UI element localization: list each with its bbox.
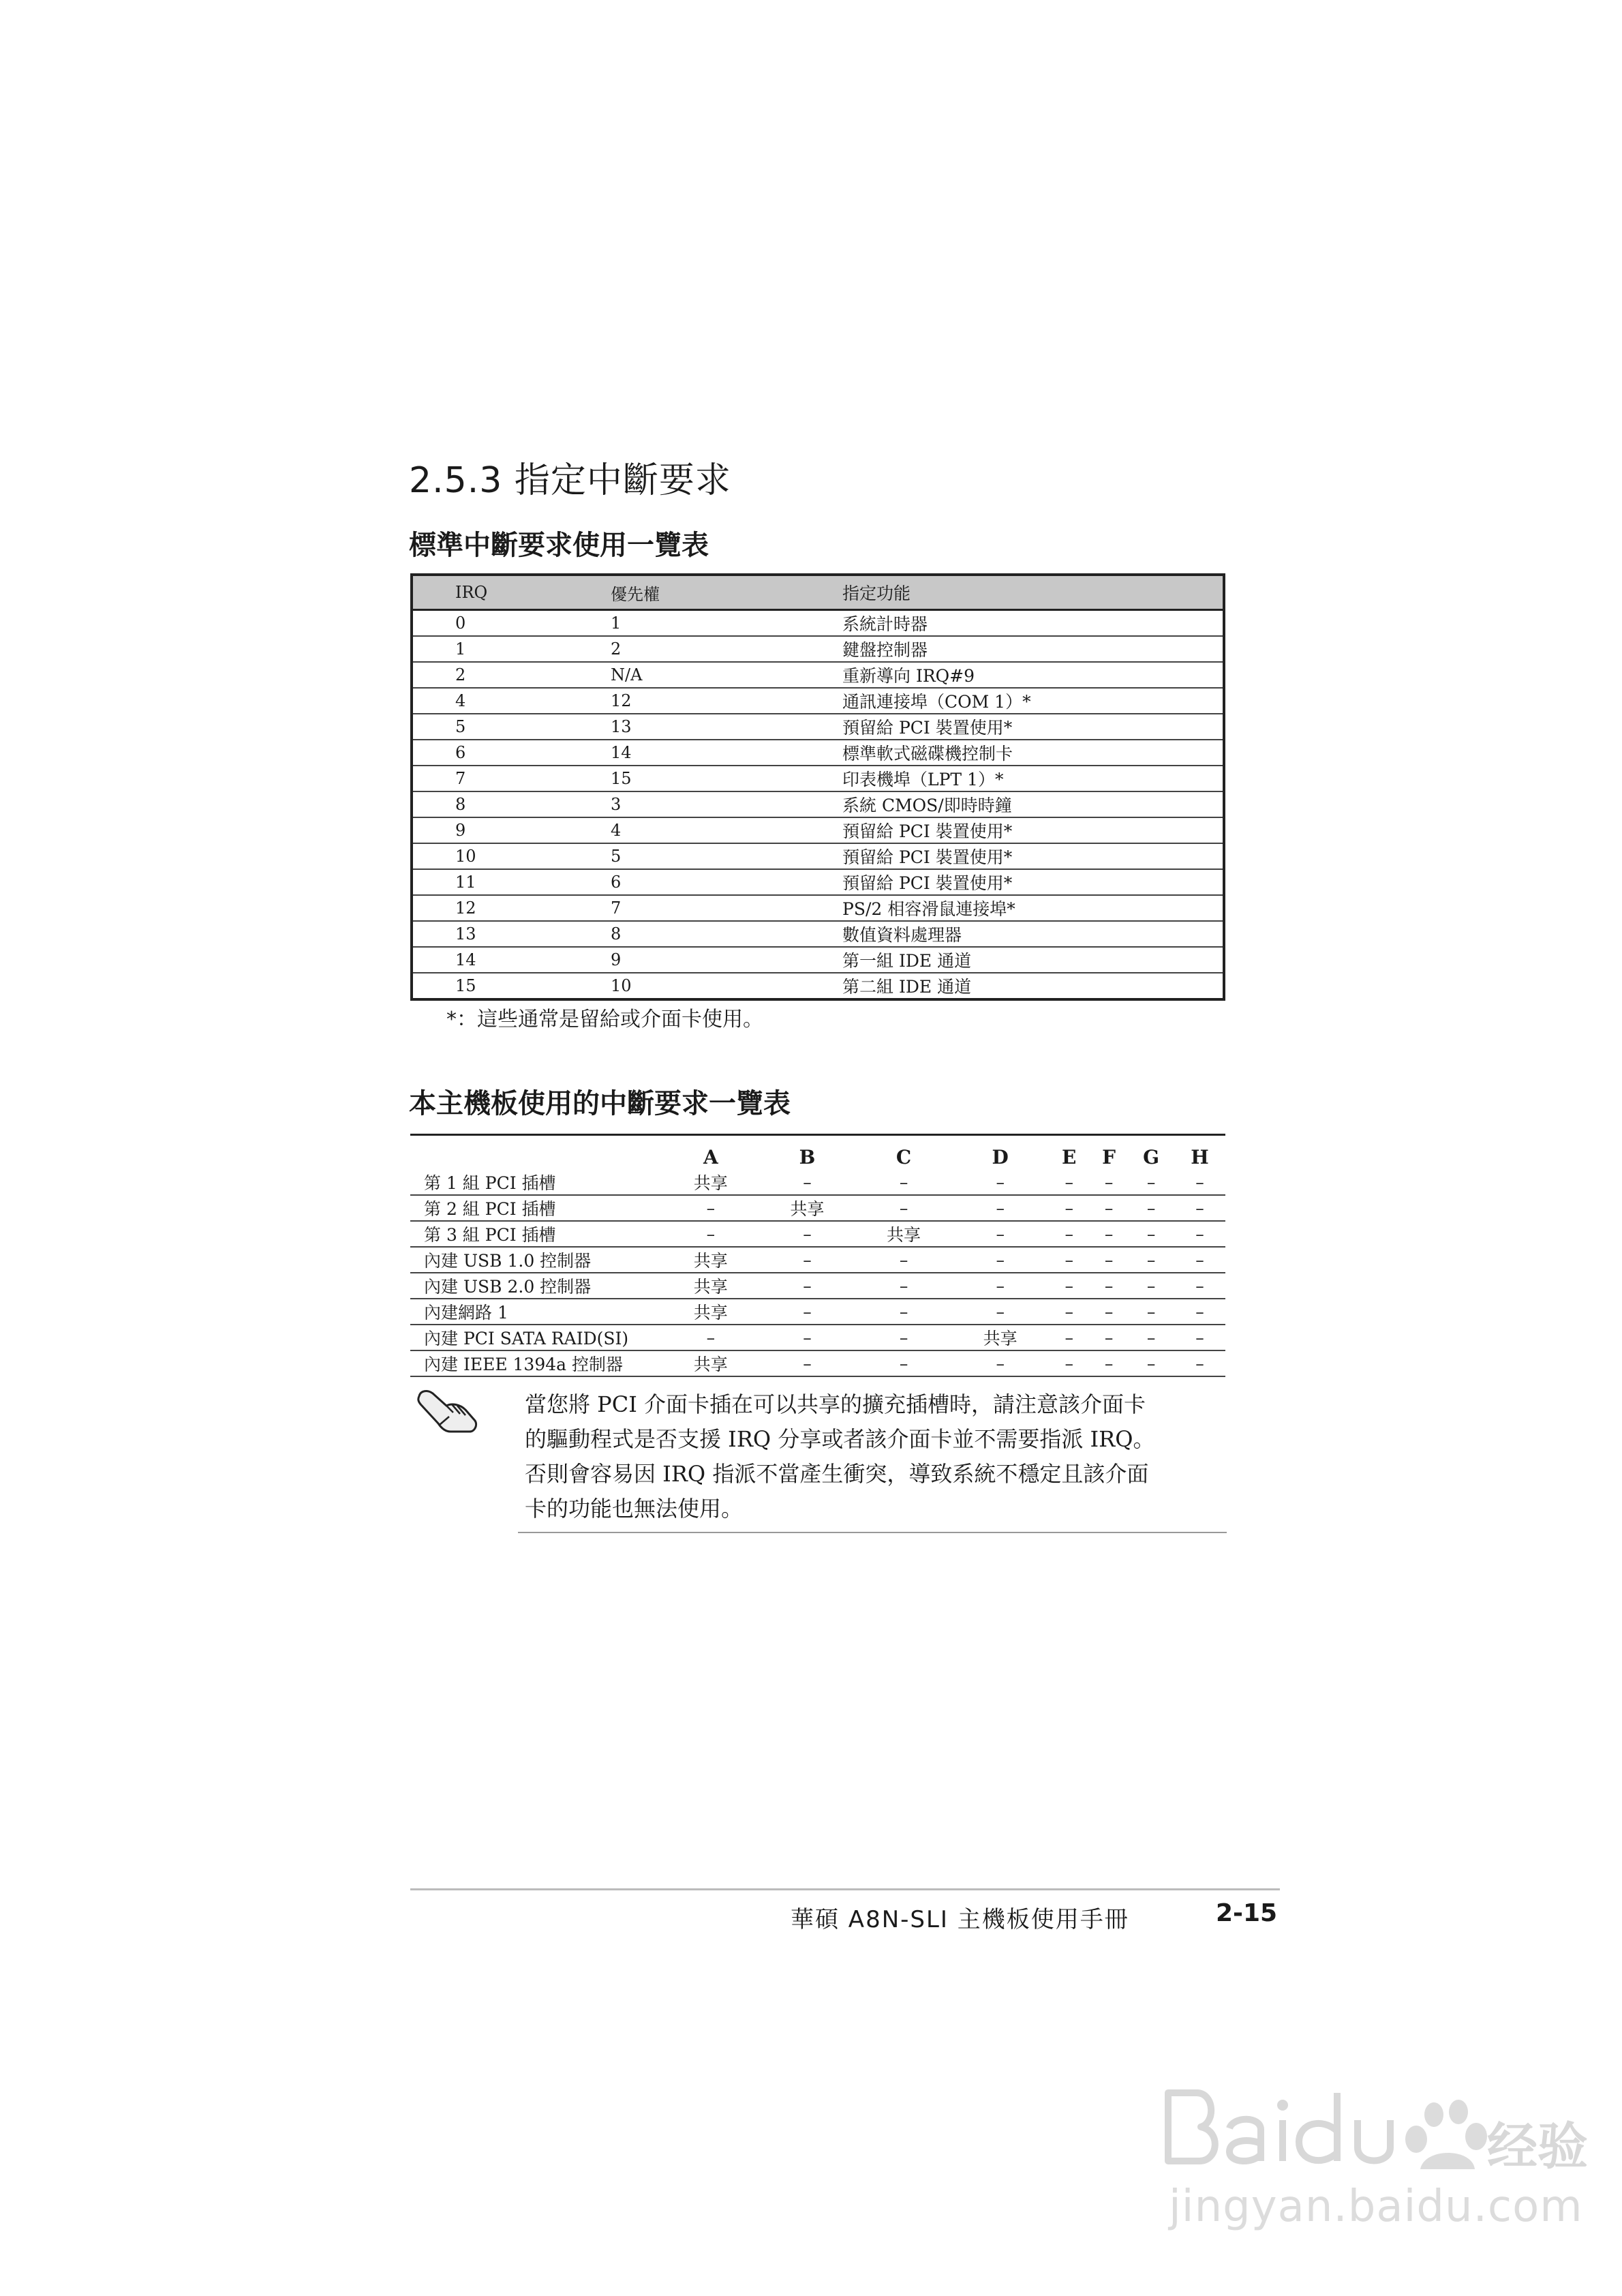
table-row	[412, 610, 1224, 637]
priority-cell: 10	[611, 976, 632, 995]
device-cell: 內建網路 1	[410, 1299, 662, 1325]
int-cell: –	[1128, 1247, 1174, 1273]
int-cell: –	[1128, 1273, 1174, 1299]
int-cell: –	[1090, 1350, 1128, 1376]
column-header-int: C	[896, 1146, 912, 1168]
function-cell: 數值資料處理器	[842, 921, 1224, 947]
int-cell: –	[1174, 1247, 1225, 1273]
column-header-int: E	[1062, 1146, 1077, 1168]
priority-cell: 13	[611, 714, 842, 740]
int-cell: –	[1174, 1221, 1225, 1247]
int-cell: 共享	[662, 1350, 759, 1376]
priority-cell: 4	[611, 817, 842, 843]
int-cell: –	[759, 1273, 856, 1299]
int-cell: –	[1090, 1247, 1128, 1273]
int-cell: –	[855, 1195, 952, 1221]
int-cell: –	[1174, 1195, 1225, 1221]
column-header-priority: 優先權	[611, 575, 842, 610]
standard-irq-heading: 標準中斷要求使用一覽表	[409, 530, 709, 561]
priority-cell: 7	[611, 895, 842, 921]
function-cell: 系統 CMOS/即時時鐘	[842, 791, 1224, 817]
int-cell: –	[952, 1195, 1049, 1221]
note-divider	[518, 1532, 1227, 1533]
int-cell: –	[855, 1170, 952, 1195]
int-cell: –	[1128, 1350, 1174, 1376]
device-cell: 內建 USB 2.0 控制器	[410, 1273, 662, 1299]
int-cell: –	[855, 1273, 952, 1299]
int-cell: –	[1049, 1195, 1090, 1221]
device-cell: 內建 IEEE 1394a 控制器	[410, 1350, 662, 1376]
column-header-device	[410, 1135, 662, 1170]
int-cell: –	[759, 1350, 856, 1376]
irq-cell: 2	[412, 662, 611, 688]
pointing-hand-icon	[412, 1383, 480, 1444]
priority-cell: 2	[611, 636, 842, 662]
table-header-row	[410, 1135, 1225, 1170]
int-cell: –	[1090, 1299, 1128, 1325]
column-header-irq: IRQ	[412, 575, 611, 610]
irq-cell: 8	[412, 791, 611, 817]
int-cell: –	[1174, 1325, 1225, 1350]
column-header-int: D	[992, 1146, 1009, 1168]
int-cell: –	[1128, 1299, 1174, 1325]
table-row	[412, 973, 1224, 999]
int-cell: –	[1090, 1325, 1128, 1350]
watermark-url: jingyan.baidu.com	[1169, 2181, 1583, 2232]
table-row	[412, 869, 1224, 895]
board-irq-table	[410, 1134, 1225, 1377]
note-line: 的驅動程式是否支援 IRQ 分享或者該介面卡並不需要指派 IRQ。	[525, 1426, 1155, 1452]
table-row	[412, 791, 1224, 817]
int-cell: –	[1049, 1247, 1090, 1273]
int-cell: –	[855, 1325, 952, 1350]
note-line: 卡的功能也無法使用。	[525, 1496, 744, 1522]
table-row	[410, 1325, 1225, 1350]
int-cell: –	[952, 1273, 1049, 1299]
column-header-int: G	[1143, 1146, 1160, 1168]
function-cell: 重新導向 IRQ#9	[842, 662, 1224, 688]
table-row	[412, 662, 1224, 688]
table-row	[412, 740, 1224, 766]
table-row	[412, 688, 1224, 714]
priority-cell: 15	[611, 766, 842, 791]
table-row	[412, 843, 1224, 869]
int-cell: –	[952, 1350, 1049, 1376]
int-cell: –	[662, 1195, 759, 1221]
function-cell: 印表機埠（LPT 1）*	[842, 766, 1224, 791]
table-header-row	[412, 575, 1224, 610]
table-row	[410, 1170, 1225, 1195]
table-row	[412, 817, 1224, 843]
priority-cell: 8	[611, 921, 842, 947]
priority-cell: 1	[611, 610, 842, 637]
int-cell: –	[662, 1221, 759, 1247]
svg-text:经验: 经验	[1487, 2117, 1588, 2176]
int-cell: –	[1090, 1195, 1128, 1221]
function-cell: 系統計時器	[842, 610, 1224, 637]
int-cell: 共享	[759, 1195, 856, 1221]
standard-irq-table	[410, 573, 1225, 1001]
int-cell: –	[1049, 1350, 1090, 1376]
irq-cell: 4	[412, 688, 611, 714]
int-cell: –	[855, 1350, 952, 1376]
irq-cell: 6	[412, 740, 611, 766]
int-cell: –	[1128, 1325, 1174, 1350]
table-row	[412, 766, 1224, 791]
priority-cell: 3	[611, 791, 842, 817]
table-row	[410, 1195, 1225, 1221]
irq-cell: 11	[412, 869, 611, 895]
priority-cell: 12	[611, 688, 842, 714]
column-header-int: A	[703, 1146, 718, 1168]
column-header-int: B	[799, 1146, 816, 1168]
table-row	[412, 895, 1224, 921]
table-row	[410, 1350, 1225, 1376]
page-number: 2-15	[1216, 1899, 1278, 1927]
int-cell: –	[662, 1325, 759, 1350]
int-cell: 共享	[855, 1221, 952, 1247]
note-line: 否則會容易因 IRQ 指派不當產生衝突，導致系統不穩定且該介面	[525, 1461, 1149, 1487]
priority-cell: 5	[611, 843, 842, 869]
int-cell: –	[855, 1299, 952, 1325]
int-cell: –	[1090, 1273, 1128, 1299]
irq-cell: 5	[412, 714, 611, 740]
irq-cell: 0	[412, 610, 611, 637]
priority-cell: 9	[611, 947, 842, 973]
int-cell: –	[759, 1170, 856, 1195]
irq-cell: 13	[412, 921, 611, 947]
column-header-int: H	[1191, 1146, 1209, 1168]
table-row	[412, 636, 1224, 662]
int-cell: –	[1049, 1170, 1090, 1195]
device-cell: 第 3 組 PCI 插槽	[410, 1221, 662, 1247]
section-title: 2.5.3 指定中斷要求	[409, 460, 731, 501]
int-cell: –	[1174, 1299, 1225, 1325]
function-cell: 通訊連接埠（COM 1）*	[842, 688, 1224, 714]
int-cell: –	[1090, 1221, 1128, 1247]
int-cell: –	[1049, 1273, 1090, 1299]
footer-divider	[410, 1888, 1280, 1890]
priority-cell: N/A	[611, 662, 842, 688]
irq-cell: 15	[455, 976, 476, 995]
int-cell: –	[1174, 1273, 1225, 1299]
int-cell: –	[1049, 1325, 1090, 1350]
note-line: 當您將 PCI 介面卡插在可以共享的擴充插槽時，請注意該介面卡	[525, 1391, 1146, 1417]
int-cell: –	[759, 1325, 856, 1350]
int-cell: –	[1128, 1170, 1174, 1195]
column-header-int: F	[1102, 1146, 1116, 1168]
int-cell: –	[952, 1247, 1049, 1273]
int-cell: –	[759, 1247, 856, 1273]
irq-cell: 7	[412, 766, 611, 791]
function-cell: 預留給 PCI 裝置使用*	[842, 817, 1224, 843]
standard-irq-body	[412, 610, 1224, 1000]
irq-cell: 12	[412, 895, 611, 921]
function-cell: 預留給 PCI 裝置使用*	[842, 869, 1224, 895]
function-cell: 第二組 IDE 通道	[842, 977, 972, 997]
irq-footnote: *：這些通常是留給或介面卡使用。	[446, 1008, 763, 1031]
int-cell: 共享	[662, 1170, 759, 1195]
function-cell: 預留給 PCI 裝置使用*	[842, 714, 1224, 740]
table-row	[410, 1273, 1225, 1299]
table-row	[410, 1247, 1225, 1273]
int-cell: –	[952, 1170, 1049, 1195]
int-cell: –	[1049, 1299, 1090, 1325]
device-cell: 第 2 組 PCI 插槽	[410, 1195, 662, 1221]
table-row	[410, 1221, 1225, 1247]
irq-cell: 9	[412, 817, 611, 843]
int-cell: –	[952, 1221, 1049, 1247]
table-row	[410, 1299, 1225, 1325]
table-row	[412, 714, 1224, 740]
irq-cell: 10	[412, 843, 611, 869]
function-cell: 第一組 IDE 通道	[842, 947, 1224, 973]
int-cell: –	[1049, 1221, 1090, 1247]
irq-cell: 14	[412, 947, 611, 973]
note-text	[525, 1387, 1234, 1526]
int-cell: 共享	[662, 1247, 759, 1273]
priority-cell: 14	[611, 740, 842, 766]
function-cell: 預留給 PCI 裝置使用*	[842, 843, 1224, 869]
int-cell: –	[855, 1247, 952, 1273]
function-cell: 標準軟式磁碟機控制卡	[842, 740, 1224, 766]
int-cell: –	[1128, 1195, 1174, 1221]
irq-cell: 1	[412, 636, 611, 662]
device-cell: 內建 PCI SATA RAID(SI)	[410, 1325, 662, 1350]
int-cell: –	[1174, 1350, 1225, 1376]
board-irq-heading: 本主機板使用的中斷要求一覽表	[409, 1088, 791, 1119]
int-cell: –	[1174, 1170, 1225, 1195]
int-cell: –	[1090, 1170, 1128, 1195]
footer-manual-title: 華碩 A8N-SLI 主機板使用手冊	[791, 1906, 1129, 1933]
table-row	[412, 921, 1224, 947]
int-cell: –	[759, 1221, 856, 1247]
int-cell: 共享	[662, 1273, 759, 1299]
int-cell: –	[1128, 1221, 1174, 1247]
int-cell: 共享	[662, 1299, 759, 1325]
priority-cell: 6	[611, 869, 842, 895]
int-cell: 共享	[952, 1325, 1049, 1350]
function-cell: PS/2 相容滑鼠連接埠*	[842, 895, 1224, 921]
device-cell: 內建 USB 1.0 控制器	[410, 1247, 662, 1273]
device-cell: 第 1 組 PCI 插槽	[410, 1170, 662, 1195]
column-header-function: 指定功能	[842, 575, 1224, 610]
table-row	[412, 947, 1224, 973]
function-cell: 鍵盤控制器	[842, 636, 1224, 662]
baidu-watermark-logo	[1159, 2072, 1588, 2181]
board-irq-body	[410, 1170, 1225, 1376]
int-cell: –	[759, 1299, 856, 1325]
int-cell: –	[952, 1299, 1049, 1325]
